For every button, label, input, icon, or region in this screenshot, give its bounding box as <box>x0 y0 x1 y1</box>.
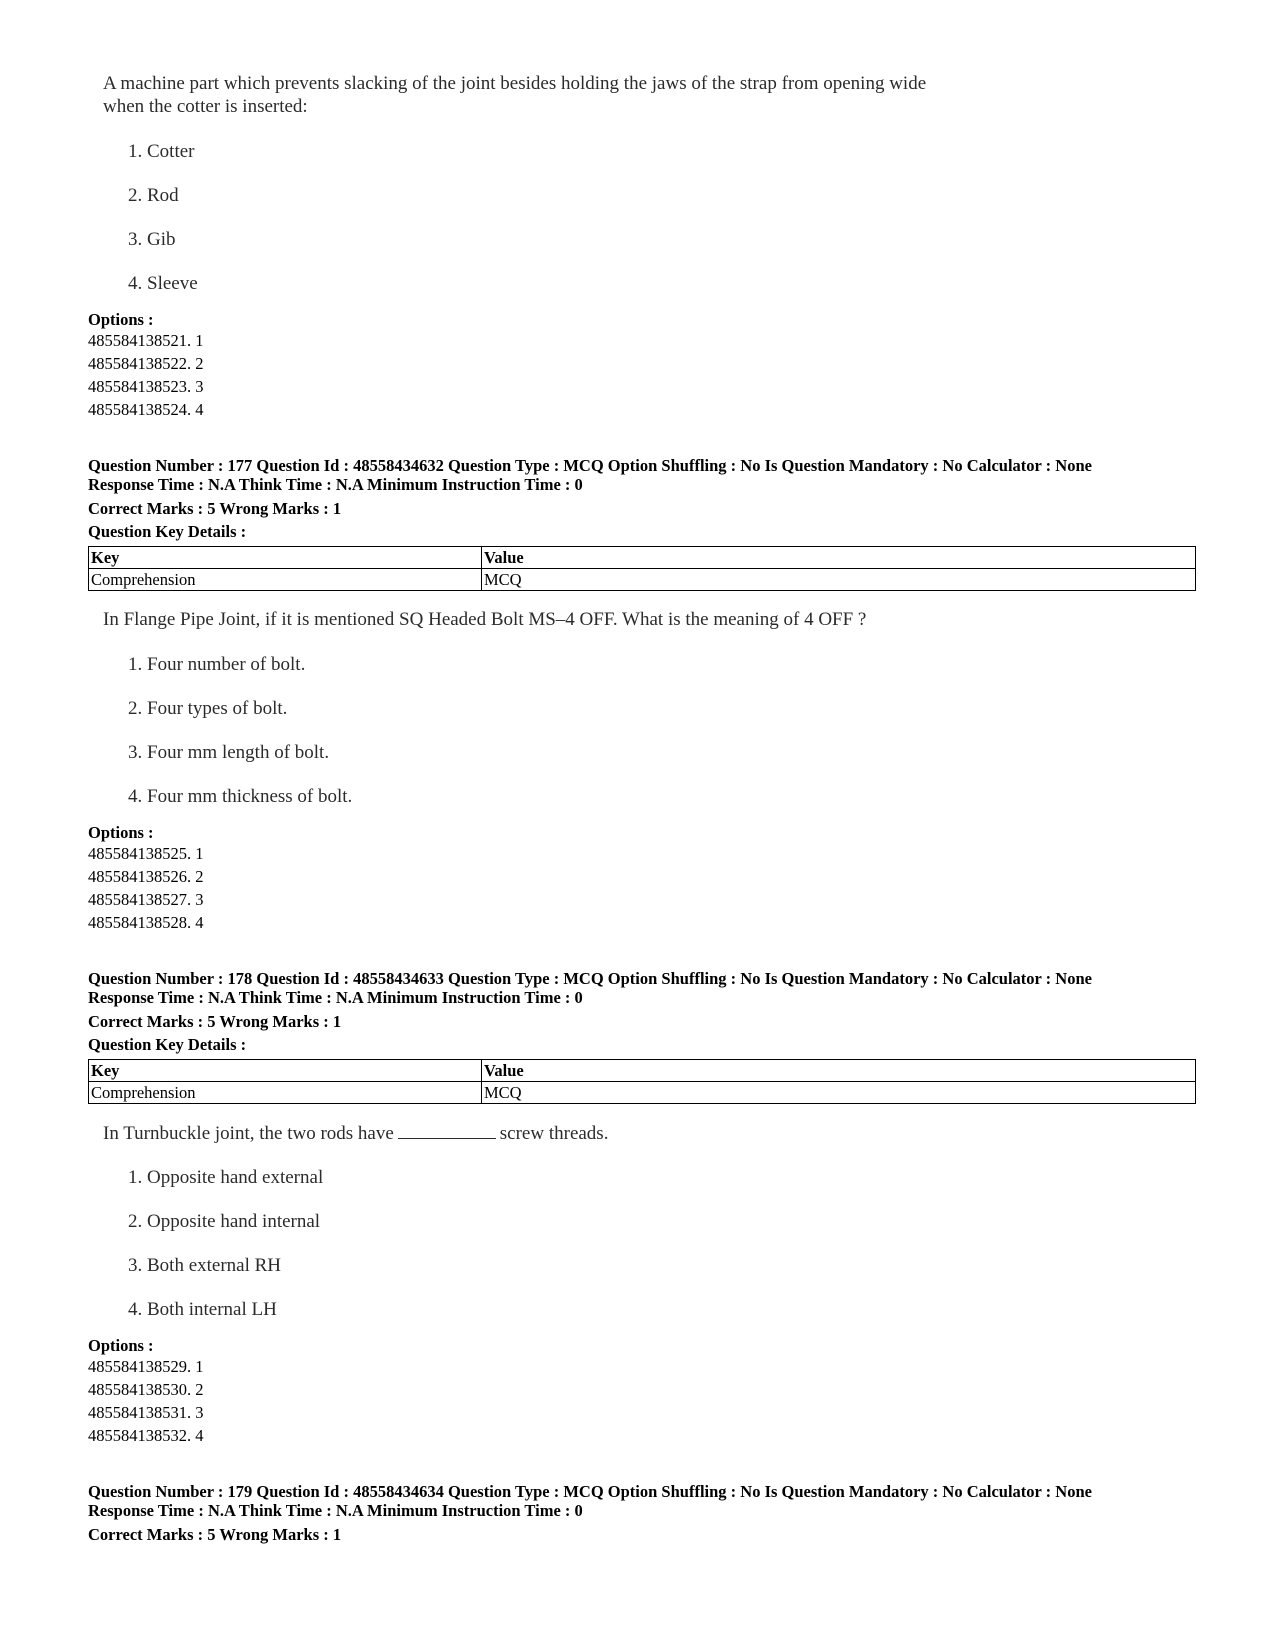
option-id-row: 485584138527. 3 <box>88 890 204 909</box>
question-176-stem <box>103 72 973 118</box>
question-stem-line: when the cotter is inserted: <box>103 96 308 117</box>
key-header: Key <box>89 1060 482 1082</box>
question-178-stem <box>103 1121 973 1145</box>
value-cell: MCQ <box>482 569 1196 591</box>
option-id-row: 485584138532. 4 <box>88 1426 204 1445</box>
question-176-choice-3: 3. Gib <box>128 229 176 250</box>
question-stem-line: A machine part which prevents slacking of the joint besides holding the jaws of the strap from opening wide <box>103 73 927 94</box>
question-177-key-table <box>88 546 1196 591</box>
option-id-row: 485584138525. 1 <box>88 844 204 863</box>
options-label: Options : <box>88 310 154 329</box>
option-id-row: 485584138523. 3 <box>88 377 204 396</box>
question-178-header: Question Number : 178 Question Id : 48558434633 Question Type : MCQ Option Shuffling : No Is Question Mandatory : No Calculator : None <box>88 969 1092 988</box>
question-stem-text: In Turnbuckle joint, the two rods have <box>103 1123 394 1144</box>
table-header-row <box>89 547 1196 569</box>
question-178-marks: Correct Marks : 5 Wrong Marks : 1 <box>88 1012 342 1031</box>
option-id-row: 485584138531. 3 <box>88 1403 204 1422</box>
question-177-timing: Response Time : N.A Think Time : N.A Minimum Instruction Time : 0 <box>88 475 583 494</box>
option-id-row: 485584138521. 1 <box>88 331 204 350</box>
options-label: Options : <box>88 823 154 842</box>
question-179-marks: Correct Marks : 5 Wrong Marks : 1 <box>88 1525 342 1544</box>
table-header-row <box>89 1060 1196 1082</box>
table-row <box>89 1082 1196 1104</box>
question-178-key-table <box>88 1059 1196 1104</box>
table-row <box>89 569 1196 591</box>
question-178-choice-2: 2. Opposite hand internal <box>128 1211 321 1232</box>
question-179-header: Question Number : 179 Question Id : 48558434634 Question Type : MCQ Option Shuffling : No Is Question Mandatory : No Calculator : None <box>88 1482 1092 1501</box>
key-cell: Comprehension <box>89 1082 482 1104</box>
question-stem-text: screw threads. <box>499 1123 609 1144</box>
fill-in-blank <box>398 1121 496 1139</box>
option-id-row: 485584138524. 4 <box>88 400 204 419</box>
question-178-timing: Response Time : N.A Think Time : N.A Minimum Instruction Time : 0 <box>88 988 583 1007</box>
question-177-choice-4: 4. Four mm thickness of bolt. <box>128 786 353 807</box>
option-id-row: 485584138530. 2 <box>88 1380 204 1399</box>
question-178-key-details-label: Question Key Details : <box>88 1035 247 1054</box>
option-id-row: 485584138522. 2 <box>88 354 204 373</box>
question-177-choice-2: 2. Four types of bolt. <box>128 698 288 719</box>
value-header: Value <box>482 1060 1196 1082</box>
question-178-choice-1: 1. Opposite hand external <box>128 1167 324 1188</box>
question-176-choice-1: 1. Cotter <box>128 141 195 162</box>
question-177-header: Question Number : 177 Question Id : 48558434632 Question Type : MCQ Option Shuffling : No Is Question Mandatory : No Calculator : None <box>88 456 1092 475</box>
options-label: Options : <box>88 1336 154 1355</box>
option-id-row: 485584138528. 4 <box>88 913 204 932</box>
question-179-timing: Response Time : N.A Think Time : N.A Minimum Instruction Time : 0 <box>88 1501 583 1520</box>
question-178-choice-3: 3. Both external RH <box>128 1255 282 1276</box>
question-177-key-details-label: Question Key Details : <box>88 522 247 541</box>
option-id-row: 485584138526. 2 <box>88 867 204 886</box>
value-cell: MCQ <box>482 1082 1196 1104</box>
question-176-choice-2: 2. Rod <box>128 185 179 206</box>
question-177-marks: Correct Marks : 5 Wrong Marks : 1 <box>88 499 342 518</box>
question-177-stem: In Flange Pipe Joint, if it is mentioned SQ Headed Bolt MS–4 OFF. What is the meaning of 4 OFF ? <box>103 609 867 630</box>
question-176-choice-4: 4. Sleeve <box>128 273 198 294</box>
key-cell: Comprehension <box>89 569 482 591</box>
option-id-row: 485584138529. 1 <box>88 1357 204 1376</box>
question-178-choice-4: 4. Both internal LH <box>128 1299 277 1320</box>
question-177-choice-1: 1. Four number of bolt. <box>128 654 306 675</box>
question-177-choice-3: 3. Four mm length of bolt. <box>128 742 330 763</box>
value-header: Value <box>482 547 1196 569</box>
key-header: Key <box>89 547 482 569</box>
